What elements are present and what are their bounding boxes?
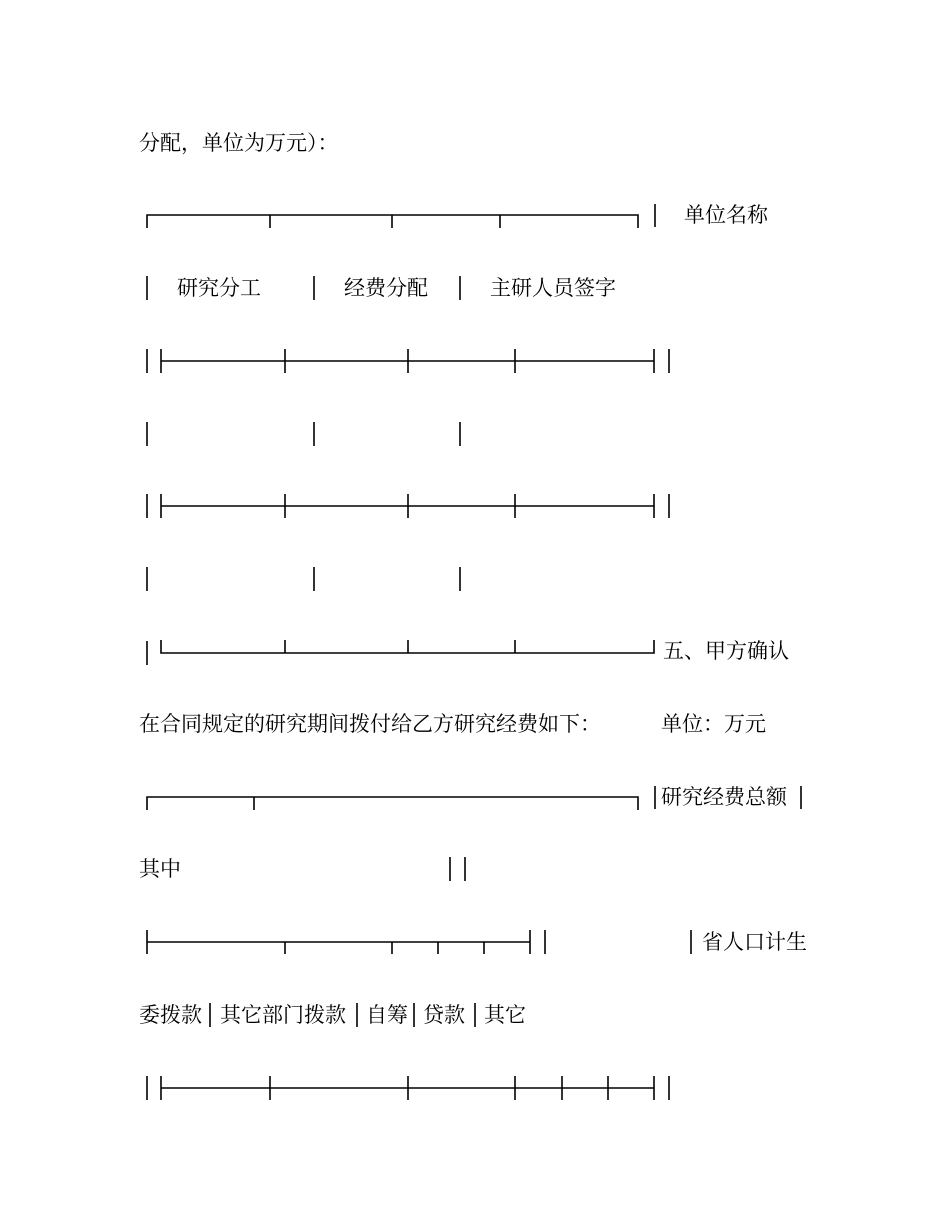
intro-text: 分配，单位为万元）： xyxy=(139,131,339,155)
section5-heading: 五、甲方确认 xyxy=(663,639,789,663)
other-dept-allocation: 其它部门拨款 xyxy=(220,1003,346,1027)
col-funding-allocation: 经费分配 xyxy=(344,276,428,300)
unit-name-header: 单位名称 xyxy=(684,203,768,227)
col-researcher-signature: 主研人员签字 xyxy=(490,276,616,300)
col-research-division: 研究分工 xyxy=(177,276,261,300)
provincial-label: 省人口计生 xyxy=(702,930,807,954)
loan: 贷款 xyxy=(423,1003,465,1027)
self-raised: 自筹 xyxy=(366,1003,408,1027)
other-source: 其它 xyxy=(484,1003,526,1027)
total-funding-header: 研究经费总额 xyxy=(661,785,787,809)
commission-allocation: 委拨款 xyxy=(139,1003,202,1027)
funding-sentence: 在合同规定的研究期间拨付给乙方研究经费如下： xyxy=(139,712,601,736)
unit-label: 单位：万元 xyxy=(661,712,766,736)
of-which-label: 其中 xyxy=(139,857,181,881)
